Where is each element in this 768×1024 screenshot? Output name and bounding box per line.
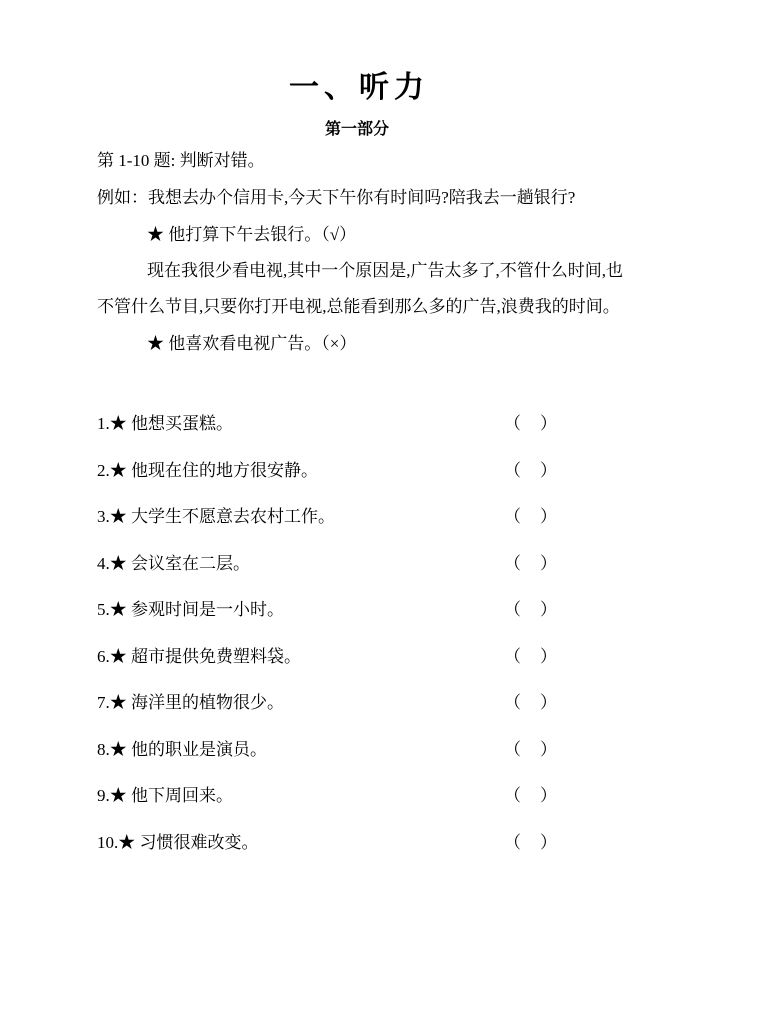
example-statement-1: ★ 他打算下午去银行。（√） [147,225,357,244]
answer-blank[interactable]: （ ） [504,693,558,712]
part-title: 第一部分 [324,119,389,138]
question-text: 3.★ 大学生不愿意去农村工作。 [97,507,335,526]
question-item [97,692,557,739]
answer-blank[interactable]: （ ） [504,553,558,573]
answer-blank[interactable]: （ ） [504,460,558,480]
question-item [97,460,557,507]
question-item [97,599,557,646]
answer-blank[interactable]: （ ） [504,600,558,619]
question-text: 10.★ 习惯很难改变。 [97,832,259,852]
question-text: 8.★ 他的职业是演员。 [97,739,267,759]
question-text: 7.★ 海洋里的植物很少。 [97,693,284,712]
question-list [97,413,557,878]
example-passage-line-2: 不管什么节目,只要你打开电视,总能看到那么多的广告,浪费我的时间。 [97,297,620,316]
answer-blank[interactable]: （ ） [504,646,558,666]
question-item [97,553,557,600]
question-item [97,832,557,879]
question-text: 2.★ 他现在住的地方很安静。 [97,460,318,480]
question-item [97,785,557,832]
question-item [97,413,557,460]
example-prompt: 例如：我想去办个信用卡,今天下午你有时间吗?陪我去一趟银行? [97,188,576,207]
answer-blank[interactable]: （ ） [504,786,558,805]
answer-blank[interactable]: （ ） [504,507,558,526]
instructions: 第 1-10 题: 判断对错。 [97,151,265,170]
question-text: 9.★ 他下周回来。 [97,786,233,805]
question-text: 4.★ 会议室在二层。 [97,553,250,573]
question-item [97,646,557,693]
question-text: 1.★ 他想买蛋糕。 [97,414,233,433]
question-item [97,739,557,786]
question-item [97,506,557,553]
answer-blank[interactable]: （ ） [504,832,558,852]
example-passage-line-1: 现在我很少看电视,其中一个原因是,广告太多了,不管什么时间,也 [147,261,623,280]
question-text: 6.★ 超市提供免费塑料袋。 [97,646,301,666]
answer-blank[interactable]: （ ） [504,414,558,433]
question-text: 5.★ 参观时间是一小时。 [97,600,284,619]
section-title: 一、听力 [289,70,429,105]
example-statement-2: ★ 他喜欢看电视广告。（×） [147,334,357,353]
answer-blank[interactable]: （ ） [504,739,558,759]
